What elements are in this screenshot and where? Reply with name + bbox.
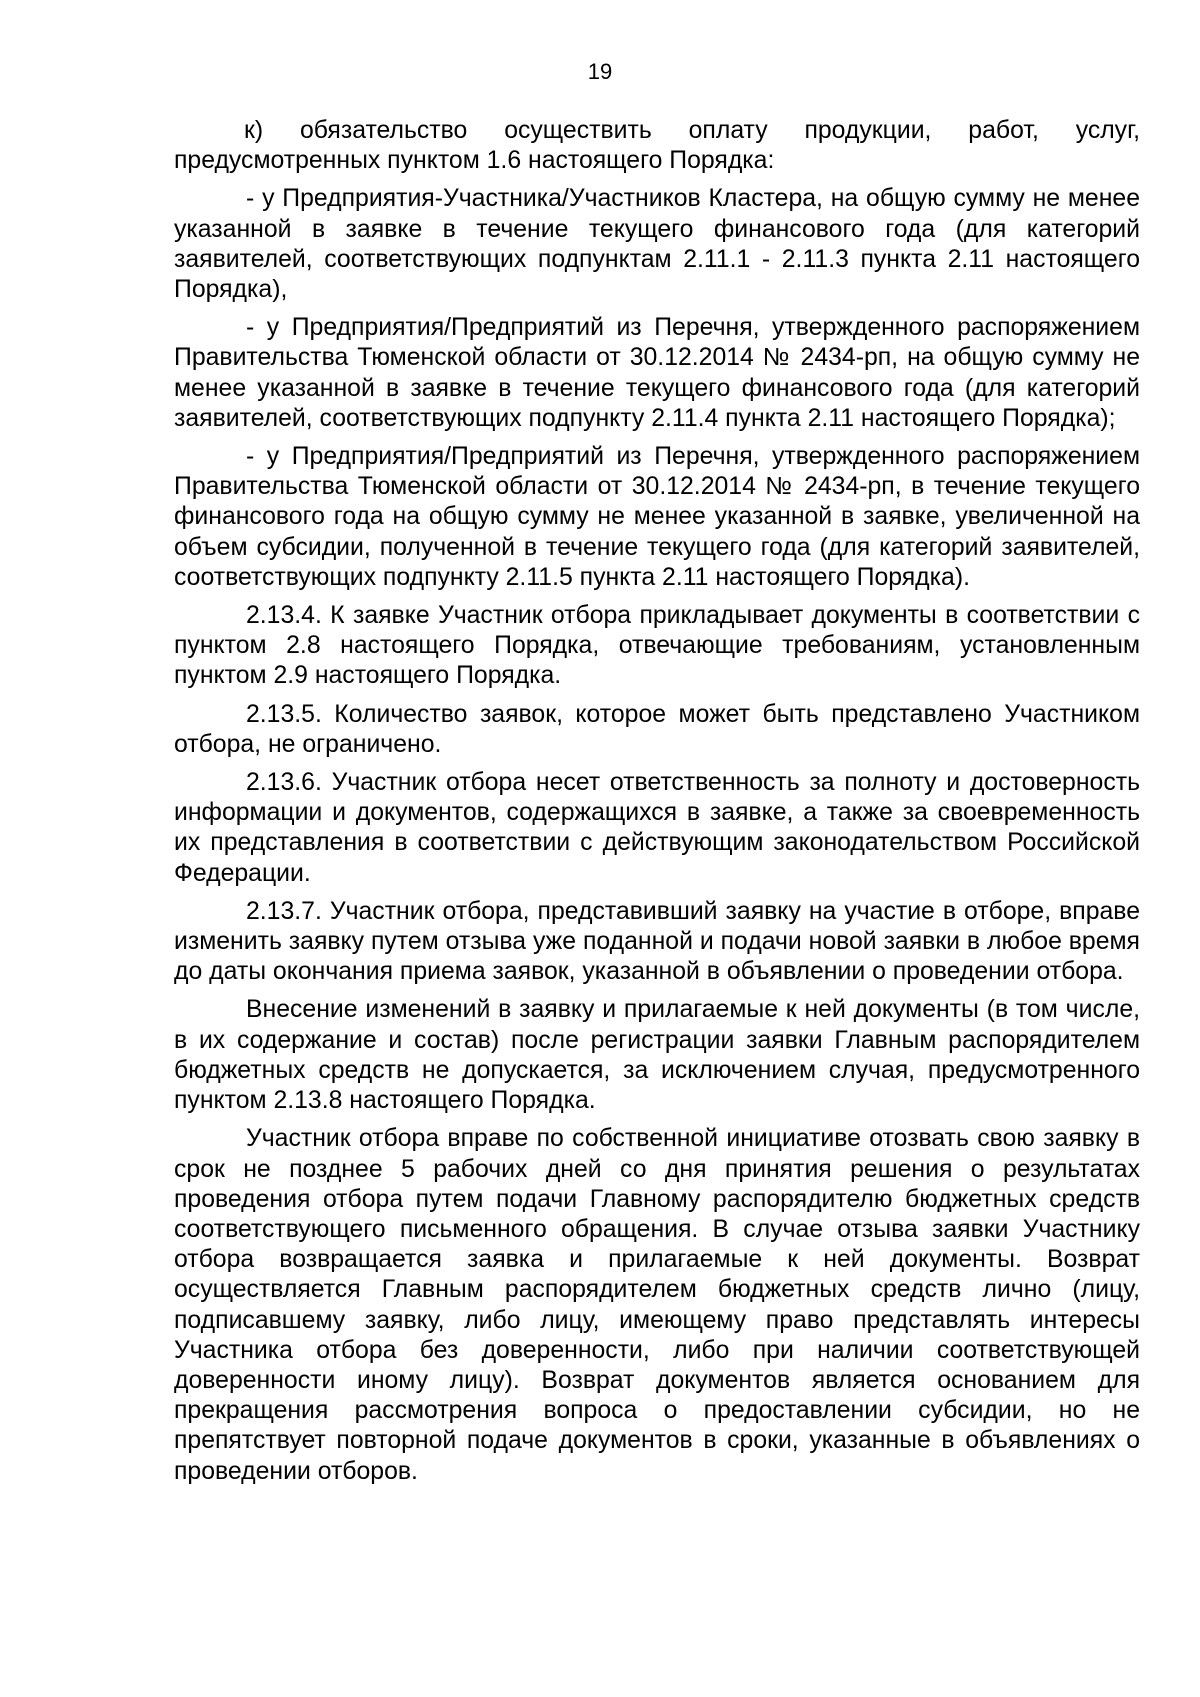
paragraph-item-k: к) обязательство осуществить оплату продукции, работ, услуг, предусмотренных пунктом 1.6 настоящего Порядка: — [174, 117, 1140, 175]
paragraph-enterprises-list-2-11-5: - у Предприятия/Предприятий из Перечня, утвержденного распоряжением Правительства Тюменской области от 30.12.2014 № 2434-рп, в течение текущего финансового года на общую сумму не менее указанной в заявке, увеличенной на объем субсидии, полученной в течение текущего года (для категорий заявителей, соответствующих подпункту 2.11.5 пункта 2.11 настоящего Порядка). — [174, 443, 1140, 591]
paragraph-withdrawal: Участник отбора вправе по собственной инициативе отозвать свою заявку в срок не позднее 5 рабочих дней со дня принятия решения о результатах проведения отбора путем подачи Главному распорядителю бюджетных средств соответствующего письменного обращения. В случае отзыва заявки Участнику отбора возвращается заявка и прилагаемые к ней документы. Возврат осуществляется Главным распорядителем бюджетных средств лично (лицу, подписавшему заявку, либо лицу, имеющему право представлять интересы Участника отбора без доверенности, либо при наличии соответствующей доверенности иному лицу). Возврат документов является основанием для прекращения рассмотрения вопроса о предоставлении субсидии, но не препятствует повторной подаче документов в сроки, указанные в объявлениях о проведении отборов. — [174, 1125, 1140, 1485]
paragraph-enterprises-list-2-11-4: - у Предприятия/Предприятий из Перечня, утвержденного распоряжением Правительства Тюменской области от 30.12.2014 № 2434-рп, на общую сумму не менее указанной в заявке в течение текущего финансового года (для категорий заявителей, соответствующих подпункту 2.11.4 пункта 2.11 настоящего Порядка); — [174, 314, 1140, 432]
paragraph-2-13-5: 2.13.5. Количество заявок, которое может быть представлено Участником отбора, не ограничено. — [174, 700, 1140, 758]
paragraph-2-13-4: 2.13.4. К заявке Участник отбора прикладывает документы в соответствии с пунктом 2.8 настоящего Порядка, отвечающие требованиям, установленным пунктом 2.9 настоящего Порядка. — [174, 602, 1140, 690]
paragraph-changes-not-allowed: Внесение изменений в заявку и прилагаемые к ней документы (в том числе, в их содержание и состав) после регистрации заявки Главным распорядителем бюджетных средств не допускается, за исключением случая, предусмотренного пунктом 2.13.8 настоящего Порядка. — [174, 996, 1140, 1115]
document-body — [174, 116, 1140, 1495]
paragraph-2-13-7: 2.13.7. Участник отбора, представивший заявку на участие в отборе, вправе изменить заявку путем отзыва уже поданной и подачи новой заявки в любое время до даты окончания приема заявок, указанной в объявлении о проведении отбора. — [174, 897, 1140, 986]
page-number: 19 — [587, 59, 613, 84]
paragraph-2-13-6: 2.13.6. Участник отбора несет ответственность за полноту и достоверность информации и документов, содержащихся в заявке, а также за своевременность их представления в соответствии с действующим законодательством Российской Федерации. — [174, 769, 1140, 887]
paragraph-cluster-participants: - у Предприятия-Участника/Участников Кластера, на общую сумму не менее указанной в заявке в течение текущего финансового года (для категорий заявителей, соответствующих подпунктам 2.11.1 - 2.11.3 пункта 2.11 настоящего Порядка), — [174, 185, 1140, 304]
